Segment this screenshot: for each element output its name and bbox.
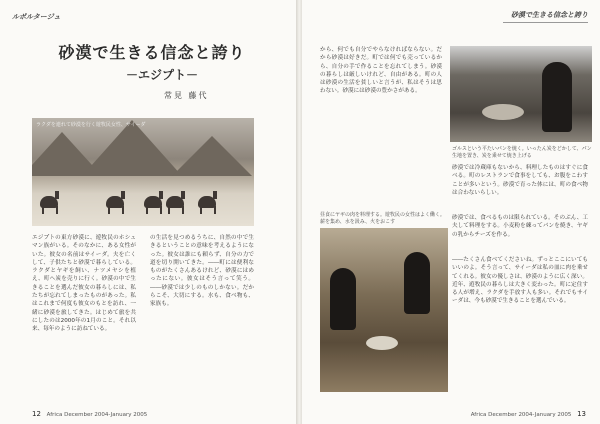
article-title: 砂漠で生きる信念と誇り — [58, 43, 246, 62]
running-header: 砂漠で生きる信念と誇り — [503, 10, 588, 23]
photo-caption: 昼食にヤギの肉を料理する。遊牧民の女性はよく働く。薪を集め、水を汲み、火をおこす — [320, 212, 445, 225]
body-column-2: の生活を見つめるうちに、自然の中で生きるということの意味を考えるようになった。彼女は誰にも頼らず、自分の力で道を切り開いてきた。――町には便利なものがたくさんあるけれど、砂漠にはめったにない。彼女はそう言って笑う。――砂漠では少しのものしかない。だからこそ、大切にする。水も、食べ物も、家族も。 — [150, 235, 254, 308]
page-number: 13 — [577, 410, 586, 418]
woman-figure — [404, 252, 430, 314]
camel-figure — [166, 196, 184, 208]
cooking-women-photo — [320, 228, 448, 392]
body-column-4: ――たくさん食べてくださいね。ずっとここにいてもいいのよ。そう言って、サイーダは私の皿に肉を乗せてくれる。彼女の優しさは、砂漠のように広く深い。近年、遊牧民の暮らしは大きく変わった。町に定住する人が増え、ラクダを手放す人も多い。それでもサイーダは、今も砂漠で生きることを選んでいる。 — [452, 257, 588, 305]
section-label: ルポルタージュ — [12, 13, 61, 21]
body-column-3: 砂漠では、食べるものは限られている。そのぶん、工夫して料理をする。小麦粉を練ってパンを焼き、ヤギの乳からチーズを作る。 — [452, 215, 588, 238]
cooking-pot-shape — [366, 336, 398, 350]
camel-figure — [40, 196, 58, 208]
footer-text: Africa December 2004-January 2005 — [46, 412, 148, 418]
camel-figure — [106, 196, 124, 208]
article-subtitle: －エジプト－ — [125, 68, 198, 82]
body-column-2: 砂漠では冷蔵庫もないから、料理したものはすぐに食べる。町のレストランで食事をしても、お腹をこわすことが多いという。砂漠で育った体には、町の食べ物は合わないらしい。 — [452, 165, 588, 196]
mountain-shape — [82, 120, 182, 176]
camel-figure — [198, 196, 216, 208]
body-column-1: から、何でも自分でやらなければならない。だから砂漠は好きだ。町では何でも売っているから、自分の手で作ることを忘れてしまう。砂漠の暮らしは厳しいけれど、自由がある。町の人は砂漠の生活を貧しいと言うが、私はそうは思わない。砂漠には砂漠の豊かさがある。 — [320, 47, 442, 95]
bread-shape — [482, 104, 524, 120]
page-footer — [471, 410, 590, 418]
mountain-shape — [172, 136, 252, 176]
bread-baking-photo — [450, 46, 592, 142]
woman-figure — [330, 268, 356, 330]
photo-caption: ラクダを連れて砂漠を行く遊牧民女性、サイーダ — [36, 122, 146, 128]
page-number: 12 — [32, 410, 41, 418]
author-name: 常見 藤代 — [164, 91, 209, 100]
camel-figure — [144, 196, 162, 208]
woman-figure — [542, 62, 572, 132]
photo-caption: ゴルスという平たいパンを焼く。いったん炭をどかして、パン生地を置き、炭を乗せて焼き上げる — [452, 146, 592, 159]
camel-caravan-photo — [32, 118, 254, 226]
body-column-1: エジプトの東方砂漠に、遊牧民のホシュマン族がいる。そのなかに、ある女性がいた。彼女の名前はサイーダ。夫を亡くして、子供たちと砂漠で暮らしている。ラクダとヤギを飼い、ナツメヤシを植え、町へ炭を売りに行く。砂漠の中で生きることを選んだ彼女の暮らしには、私たちが忘れてしまったものがあった。私はこれまで何度も彼女のもとを訪れ、一緒に砂漠を旅してきた。はじめて旅を共にしたのは2000年の1月のこと。それ以来、毎年のように訪ねている。 — [32, 235, 136, 333]
right-page — [302, 0, 600, 424]
footer-text: Africa December 2004-January 2005 — [470, 412, 572, 418]
page-footer — [28, 410, 147, 418]
left-page — [0, 0, 298, 424]
